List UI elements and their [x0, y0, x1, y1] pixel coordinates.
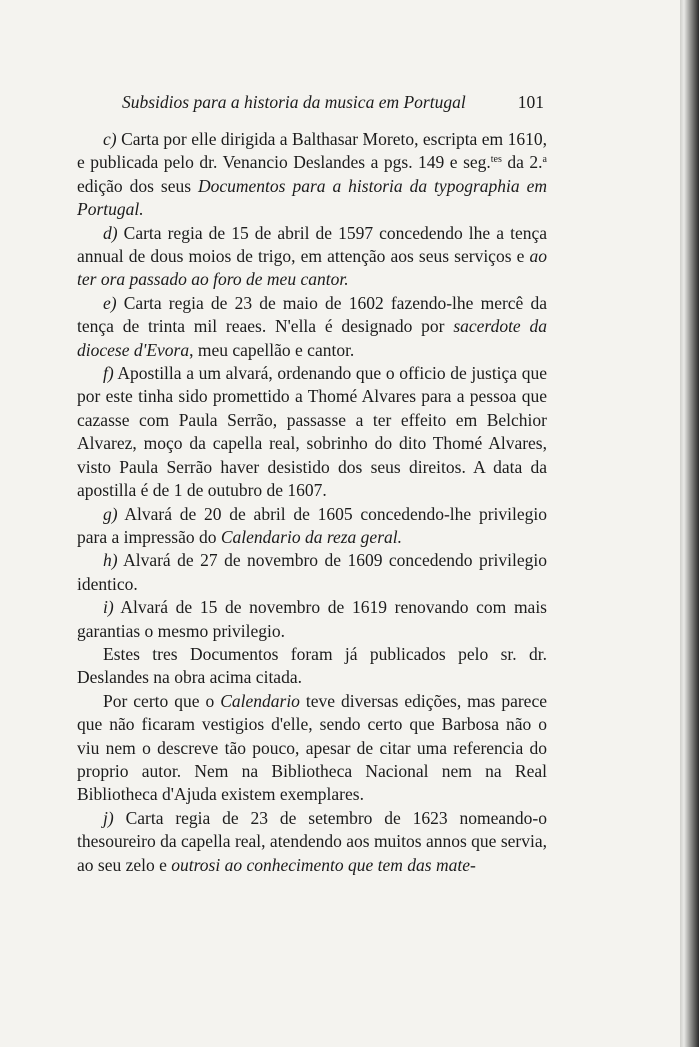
- page-header: [122, 92, 544, 113]
- page-number: 101: [517, 92, 544, 112]
- paragraph-j: j) Carta regia de 23 de setembro de 1623 nomeando-o thesoureiro da capella real, atendendo aos muitos annos que servia, ao seu zelo e outrosi ao conhecimento que tem das mate-: [77, 807, 547, 875]
- book-title: Calendario da reza geral.: [220, 526, 402, 547]
- item-label: f): [103, 363, 114, 384]
- quotation: outrosi ao conhecimento que tem das mate-: [171, 854, 476, 875]
- paragraph-f: f) Apostilla a um alvará, ordenando que o officio de justiça que por este tinha sido promettido a Thomé Alvares para a pessoa que cazasse com Paula Serrão, passasse a ter effeito em Belchior Alvarez, moço da capella real, sobrinho do dito Thomé Alvares, visto Paula Serrão haver desistido dos seus direitos. A data da apostilla é de 1 de outubro de 1607.: [77, 363, 547, 501]
- paragraph-i: i) Alvará de 15 de novembro de 1619 renovando com mais garantias o mesmo privilegio.: [77, 597, 547, 641]
- paragraph-por-certo: Por certo que o Calendario teve diversas edições, mas parece que não ficaram vestigios d'elle, sendo certo que Barbosa não o viu nem o descreve tão pouco, apesar de citar uma referencia do proprio autor. Nem na Bibliotheca Nacional nem na Real Bibliotheca d'Ajuda existem exemplares.: [77, 690, 547, 805]
- paragraph-e: e) Carta regia de 23 de maio de 1602 fazendo-lhe mercê da tença de trinta mil reaes. N'ella é designado por sacerdote da diocese d'Evora, meu capellão e cantor.: [77, 292, 547, 360]
- paragraph-c: c) Carta por elle dirigida a Balthasar Moreto, escripta em 1610, e publicada pelo dr. Venancio Deslandes a pgs. 149 e seg.$^{tes}$ da 2.$^a$ edição dos seus Documentos para a historia da typographia em Portugal.: [77, 129, 547, 220]
- item-label: d): [103, 222, 118, 243]
- paragraph-h: h) Alvará de 27 de novembro de 1609 concedendo privilegio identico.: [77, 550, 547, 594]
- body-text: [77, 128, 547, 877]
- book-title: Calendario: [220, 690, 300, 711]
- running-title: Subsidios para a historia da musica em Portugal: [122, 92, 466, 112]
- quotation: sacerdote da diocese d'Evora: [77, 316, 547, 360]
- paragraph-estes: Estes tres Documentos foram já publicados pelo sr. dr. Deslandes na obra acima citada.: [77, 643, 547, 688]
- paragraph-d: d) Carta regia de 15 de abril de 1597 concedendo lhe a tença annual de dous moios de trigo, em attenção aos seus serviços e ao ter ora passado ao foro de meu cantor.: [77, 222, 547, 290]
- item-label: c): [103, 129, 117, 149]
- paragraph-g: g) Alvará de 20 de abril de 1605 concedendo-lhe privilegio para a impressão do Calendario da reza geral.: [77, 503, 547, 547]
- page-edge-shadow: [680, 0, 699, 1047]
- book-title: Documentos para a historia da typographia em Portugal.: [77, 175, 547, 220]
- item-label: e): [103, 292, 117, 313]
- quotation: ao ter ora passado ao foro de meu cantor.: [77, 246, 547, 290]
- item-label: i): [103, 597, 114, 618]
- item-label: j): [103, 807, 114, 828]
- item-label: h): [103, 550, 118, 571]
- item-label: g): [103, 503, 118, 524]
